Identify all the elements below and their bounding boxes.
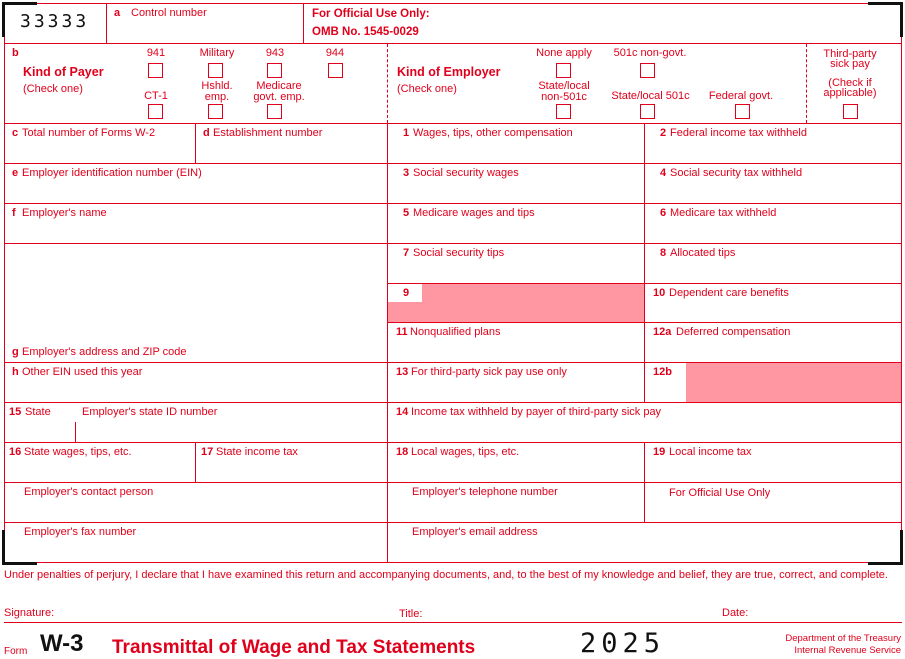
box-18-number: 18 (396, 446, 409, 458)
payer-medicare-label-2: govt. emp. (253, 91, 305, 103)
control-number-field[interactable] (108, 20, 300, 42)
box-17-number: 17 (201, 446, 214, 458)
box-15-number: 15 (9, 406, 22, 418)
official-use-only-field (645, 483, 901, 522)
date-field[interactable] (752, 603, 900, 621)
border-right (901, 3, 902, 563)
box-h-label: Other EIN used this year (22, 366, 143, 378)
box-17-label: State income tax (216, 446, 298, 458)
box-5-medicare-wages[interactable] (388, 204, 644, 243)
box-12b (645, 363, 686, 402)
payer-943-label: 943 (265, 47, 285, 59)
box-16-number: 16 (9, 446, 22, 458)
form-title: Transmittal of Wage and Tax Statements (112, 637, 476, 658)
fax-field[interactable] (5, 523, 387, 562)
email-label: Employer's email address (412, 526, 538, 538)
payer-941-checkbox[interactable] (148, 63, 163, 78)
payer-military-label: Military (199, 47, 235, 59)
third-party-label-2: sick pay (830, 58, 870, 70)
third-party-checkbox[interactable] (843, 104, 858, 119)
form-name-w3: W-3 (40, 630, 84, 657)
box-14-income-tax-third-party[interactable] (388, 403, 901, 442)
box-8-label: Allocated tips (670, 247, 736, 259)
box-g-label: Employer's address and ZIP code (22, 346, 187, 358)
box-c-label: Total number of Forms W-2 (22, 127, 156, 139)
box-4-label: Social security tax withheld (670, 167, 803, 179)
box-e-ein[interactable] (5, 164, 387, 203)
box-15-label: State (25, 406, 51, 418)
box-4-ss-tax[interactable] (645, 164, 901, 203)
box-f-label: Employer's name (22, 207, 107, 219)
dept-treasury: Department of the Treasury (785, 633, 901, 644)
employer-501c-label: 501c non-govt. (613, 47, 687, 59)
payer-medicare-checkbox[interactable] (267, 104, 282, 119)
contact-person-label: Employer's contact person (24, 486, 154, 498)
box-e-letter: e (12, 167, 19, 179)
box-9 (388, 284, 644, 322)
box-4-number: 4 (660, 167, 667, 179)
control-number-label: Control number (131, 7, 207, 19)
employer-none-label: None apply (536, 47, 592, 59)
employer-state-501c-label: State/local 501c (611, 90, 690, 102)
box-3-ss-wages[interactable] (388, 164, 644, 203)
box-f-employer-name[interactable] (5, 204, 387, 243)
rule-bottom (4, 562, 902, 563)
rule-signature (4, 622, 902, 623)
box-12b-number: 12b (653, 366, 672, 378)
box-12a-number: 12a (653, 326, 672, 338)
form-word: Form (4, 646, 28, 657)
box-g-letter: g (12, 346, 19, 358)
box-1-label: Wages, tips, other compensation (413, 127, 573, 139)
email-field[interactable] (388, 523, 901, 562)
box-5-number: 5 (403, 207, 410, 219)
signature-label: Signature: (4, 607, 55, 619)
tax-year: 2025 (580, 628, 666, 659)
divider-third-party-dashed (806, 44, 807, 123)
date-label: Date: (722, 607, 749, 619)
box-c-letter: c (12, 127, 19, 139)
box-9-number: 9 (403, 287, 410, 299)
box-13-label: For third-party sick pay use only (411, 366, 567, 378)
box-10-dependent-care[interactable] (645, 284, 901, 322)
employer-check-one: (Check one) (397, 83, 457, 95)
form-code-33333: 33333 (20, 11, 90, 32)
box-12a-deferred[interactable] (645, 323, 901, 362)
box-15-state[interactable] (5, 403, 75, 442)
box-16-state-wages[interactable] (5, 443, 195, 482)
control-number-letter: a (114, 7, 121, 19)
box-17-state-income-tax[interactable] (196, 443, 387, 482)
box-12b-shaded-area (686, 362, 901, 402)
third-party-label-4: applicable) (823, 87, 877, 99)
box-7-ss-tips[interactable] (388, 244, 644, 283)
box-6-medicare-tax[interactable] (645, 204, 901, 243)
payer-hshld-checkbox[interactable] (208, 104, 223, 119)
box-12a-label: Deferred compensation (676, 326, 791, 338)
box-g-address[interactable] (5, 244, 387, 362)
payer-check-one: (Check one) (23, 83, 83, 95)
telephone-label: Employer's telephone number (412, 486, 558, 498)
box-13-number: 13 (396, 366, 409, 378)
title-label: Title: (399, 608, 423, 620)
official-use-label: For Official Use Only: (312, 8, 430, 20)
employer-federal-label: Federal govt. (708, 90, 774, 102)
official-use-only-label: For Official Use Only (669, 487, 771, 499)
box-3-label: Social security wages (413, 167, 519, 179)
third-party-label-3: (Check if (828, 77, 872, 89)
telephone-field[interactable] (388, 483, 644, 522)
payer-941-label: 941 (146, 47, 166, 59)
employer-501c-checkbox[interactable] (640, 63, 655, 78)
box-7-label: Social security tips (413, 247, 505, 259)
fax-label: Employer's fax number (24, 526, 137, 538)
payer-943-checkbox[interactable] (267, 63, 282, 78)
box-6-number: 6 (660, 207, 667, 219)
box-11-label: Nonqualified plans (410, 326, 501, 338)
perjury-declaration: Under penalties of perjury, I declare that I have examined this return and accompanying documents, and, to the best of my knowledge and belief, they are true, correct, and complete. (4, 569, 888, 581)
employer-state-non501c-checkbox[interactable] (556, 104, 571, 119)
box-f-letter: f (12, 207, 16, 219)
dept-irs: Internal Revenue Service (794, 645, 901, 656)
kind-of-employer-title: Kind of Employer (397, 65, 501, 79)
box-2-number: 2 (660, 127, 667, 139)
payer-944-checkbox[interactable] (328, 63, 343, 78)
box-h-letter: h (12, 366, 19, 378)
divider-control (106, 3, 107, 44)
box-e-label: Employer identification number (EIN) (22, 167, 202, 179)
box-d-label: Establishment number (213, 127, 323, 139)
title-field[interactable] (428, 603, 713, 621)
payer-ct1-label: CT-1 (144, 90, 168, 102)
contact-person-field[interactable] (5, 483, 387, 522)
omb-number: OMB No. 1545-0029 (312, 26, 419, 38)
divider-official (303, 3, 304, 44)
payer-hshld-label-1: Hshld. (201, 80, 233, 92)
box-d-letter: d (203, 127, 210, 139)
box-7-number: 7 (403, 247, 410, 259)
payer-hshld-label-2: emp. (204, 91, 230, 103)
rule-header (4, 43, 902, 44)
payer-ct1-checkbox[interactable] (148, 104, 163, 119)
box-5-label: Medicare wages and tips (413, 207, 535, 219)
box-8-number: 8 (660, 247, 667, 259)
box-15-state-id-label: Employer's state ID number (82, 406, 218, 418)
box-13-third-party[interactable] (388, 363, 644, 402)
box-h-other-ein[interactable] (5, 363, 387, 402)
box-16-label: State wages, tips, etc. (24, 446, 132, 458)
box-c-total-forms[interactable] (5, 124, 195, 163)
box-14-number: 14 (396, 406, 409, 418)
employer-none-checkbox[interactable] (556, 63, 571, 78)
divider-payer-employer-dashed (387, 44, 388, 123)
third-party-label-1: Third-party (823, 48, 877, 60)
payer-letter-b: b (12, 47, 19, 59)
box-2-label: Federal income tax withheld (670, 127, 807, 139)
payer-medicare-label-1: Medicare (256, 80, 302, 92)
kind-of-payer-title: Kind of Payer (23, 65, 104, 79)
box-11-nonqualified[interactable] (388, 323, 644, 362)
employer-state-non501c-label-2: non-501c (541, 91, 587, 103)
rule-top (4, 3, 902, 4)
employer-state-501c-checkbox[interactable] (640, 104, 655, 119)
box-1-number: 1 (403, 127, 410, 139)
box-6-label: Medicare tax withheld (670, 207, 777, 219)
box-11-number: 11 (396, 326, 408, 338)
box-3-number: 3 (403, 167, 410, 179)
signature-field[interactable] (60, 603, 390, 621)
box-8-allocated-tips[interactable] (645, 244, 901, 283)
box-18-local-wages[interactable] (388, 443, 644, 482)
box-15-state-id[interactable] (76, 403, 387, 442)
payer-944-label: 944 (325, 47, 345, 59)
box-19-local-income-tax[interactable] (645, 443, 901, 482)
box-14-label: Income tax withheld by payer of third-party sick pay (411, 406, 662, 418)
box-18-label: Local wages, tips, etc. (411, 446, 520, 458)
box-2-federal-tax[interactable] (645, 124, 901, 163)
box-10-label: Dependent care benefits (669, 287, 789, 299)
box-10-number: 10 (653, 287, 666, 299)
employer-state-non501c-label-1: State/local (538, 80, 590, 92)
box-d-establishment[interactable] (196, 124, 387, 163)
box-19-label: Local income tax (669, 446, 752, 458)
payer-military-checkbox[interactable] (208, 63, 223, 78)
box-19-number: 19 (653, 446, 666, 458)
corner-mark-top-right (868, 2, 903, 37)
employer-federal-checkbox[interactable] (735, 104, 750, 119)
box-1-wages[interactable] (388, 124, 644, 163)
